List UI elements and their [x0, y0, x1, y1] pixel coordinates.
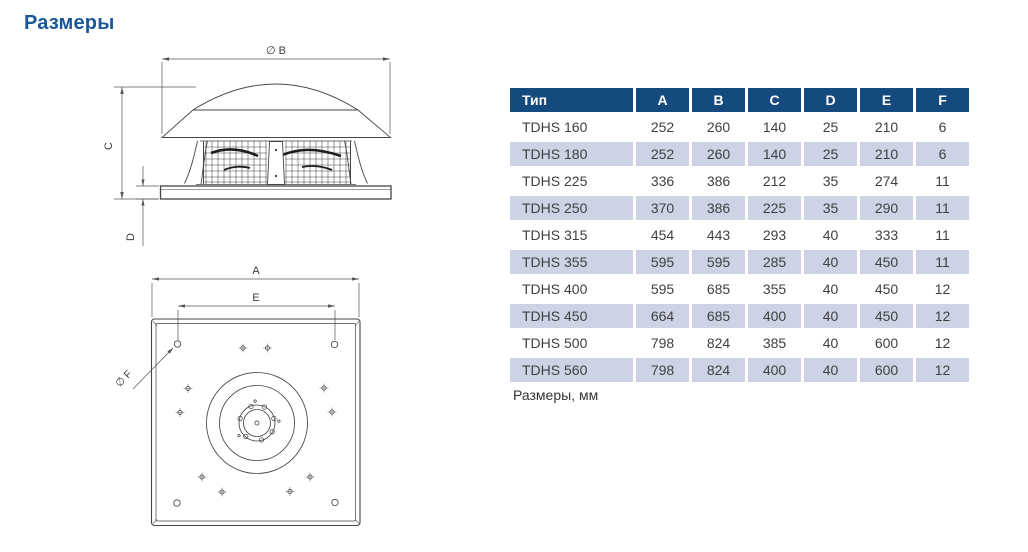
table-row — [510, 250, 969, 274]
row-value: 355 — [748, 277, 801, 301]
row-value: 385 — [748, 331, 801, 355]
row-value: 798 — [636, 331, 689, 355]
row-value: 798 — [636, 358, 689, 382]
row-value: 400 — [748, 358, 801, 382]
table-body — [510, 115, 969, 382]
column-header-d: D — [804, 88, 857, 112]
row-value: 336 — [636, 169, 689, 193]
fan-bottom-view — [113, 265, 360, 526]
row-value: 12 — [916, 358, 969, 382]
row-value: 40 — [804, 277, 857, 301]
corner-f-holes — [174, 341, 338, 506]
row-value: 664 — [636, 304, 689, 328]
row-value: 140 — [748, 142, 801, 166]
row-value: 225 — [748, 196, 801, 220]
row-value: 12 — [916, 277, 969, 301]
base-plate-side — [161, 186, 392, 199]
row-value: 290 — [860, 196, 913, 220]
table-header-row — [510, 88, 969, 112]
label-hole-diameter-f: ∅ F — [113, 368, 135, 390]
row-value: 450 — [860, 250, 913, 274]
inlet-circles — [207, 373, 308, 474]
row-value: 252 — [636, 142, 689, 166]
dimension-c — [114, 87, 196, 199]
label-hole-spacing-e: E — [252, 292, 260, 304]
row-type: TDHS 225 — [510, 169, 633, 193]
row-value: 210 — [860, 142, 913, 166]
row-value: 11 — [916, 169, 969, 193]
row-value: 824 — [692, 358, 745, 382]
row-value: 600 — [860, 358, 913, 382]
table-row — [510, 196, 969, 220]
base-plate-bottom — [152, 319, 361, 526]
row-value: 12 — [916, 331, 969, 355]
table-row — [510, 358, 969, 382]
row-value: 285 — [748, 250, 801, 274]
row-type: TDHS 160 — [510, 115, 633, 139]
row-value: 12 — [916, 304, 969, 328]
row-value: 454 — [636, 223, 689, 247]
row-type: TDHS 560 — [510, 358, 633, 382]
row-value: 40 — [804, 331, 857, 355]
row-value: 11 — [916, 223, 969, 247]
row-value: 333 — [860, 223, 913, 247]
row-value: 6 — [916, 142, 969, 166]
column-header-e: E — [860, 88, 913, 112]
row-type: TDHS 250 — [510, 196, 633, 220]
row-value: 25 — [804, 115, 857, 139]
column-header-b: B — [692, 88, 745, 112]
row-value: 40 — [804, 304, 857, 328]
table-row — [510, 169, 969, 193]
row-value: 25 — [804, 142, 857, 166]
row-value: 40 — [804, 223, 857, 247]
column-header-a: A — [636, 88, 689, 112]
row-value: 252 — [636, 115, 689, 139]
row-value: 595 — [636, 277, 689, 301]
label-height-c: C — [103, 142, 115, 150]
label-width-a: A — [252, 265, 260, 277]
row-value: 685 — [692, 277, 745, 301]
row-value: 685 — [692, 304, 745, 328]
table-row — [510, 115, 969, 139]
dimension-f — [133, 348, 174, 390]
row-value: 11 — [916, 196, 969, 220]
row-value: 274 — [860, 169, 913, 193]
row-value: 450 — [860, 277, 913, 301]
table-row — [510, 142, 969, 166]
row-type: TDHS 315 — [510, 223, 633, 247]
row-value: 595 — [692, 250, 745, 274]
table-row — [510, 304, 969, 328]
plate-holes — [178, 346, 334, 494]
row-value: 443 — [692, 223, 745, 247]
table-row — [510, 223, 969, 247]
dome-cap — [193, 84, 358, 110]
row-value: 824 — [692, 331, 745, 355]
column-header-type: Тип — [510, 88, 633, 112]
row-value: 40 — [804, 250, 857, 274]
column-header-f: F — [916, 88, 969, 112]
row-value: 40 — [804, 358, 857, 382]
row-value: 140 — [748, 115, 801, 139]
row-type: TDHS 355 — [510, 250, 633, 274]
row-type: TDHS 500 — [510, 331, 633, 355]
row-value: 450 — [860, 304, 913, 328]
row-value: 293 — [748, 223, 801, 247]
row-type: TDHS 450 — [510, 304, 633, 328]
row-value: 600 — [860, 331, 913, 355]
row-value: 35 — [804, 169, 857, 193]
table-row — [510, 277, 969, 301]
row-type: TDHS 400 — [510, 277, 633, 301]
center-strut — [268, 142, 285, 185]
row-value: 11 — [916, 250, 969, 274]
row-value: 212 — [748, 169, 801, 193]
row-value: 260 — [692, 115, 745, 139]
dimension-e — [178, 304, 335, 340]
row-value: 386 — [692, 196, 745, 220]
table-row — [510, 331, 969, 355]
skirt — [162, 110, 391, 138]
label-plate-thickness-d: D — [125, 233, 137, 241]
fan-side-view — [103, 45, 391, 246]
dimensions-table — [507, 85, 972, 385]
row-value: 386 — [692, 169, 745, 193]
row-value: 595 — [636, 250, 689, 274]
row-value: 35 — [804, 196, 857, 220]
row-value: 260 — [692, 142, 745, 166]
row-value: 6 — [916, 115, 969, 139]
row-value: 400 — [748, 304, 801, 328]
row-value: 210 — [860, 115, 913, 139]
row-value: 370 — [636, 196, 689, 220]
label-diameter-b: ∅ B — [266, 45, 286, 57]
row-type: TDHS 180 — [510, 142, 633, 166]
page-title: Размеры — [24, 12, 115, 34]
dimension-d — [136, 166, 159, 246]
table-caption: Размеры, мм — [513, 387, 599, 403]
column-header-c: C — [748, 88, 801, 112]
